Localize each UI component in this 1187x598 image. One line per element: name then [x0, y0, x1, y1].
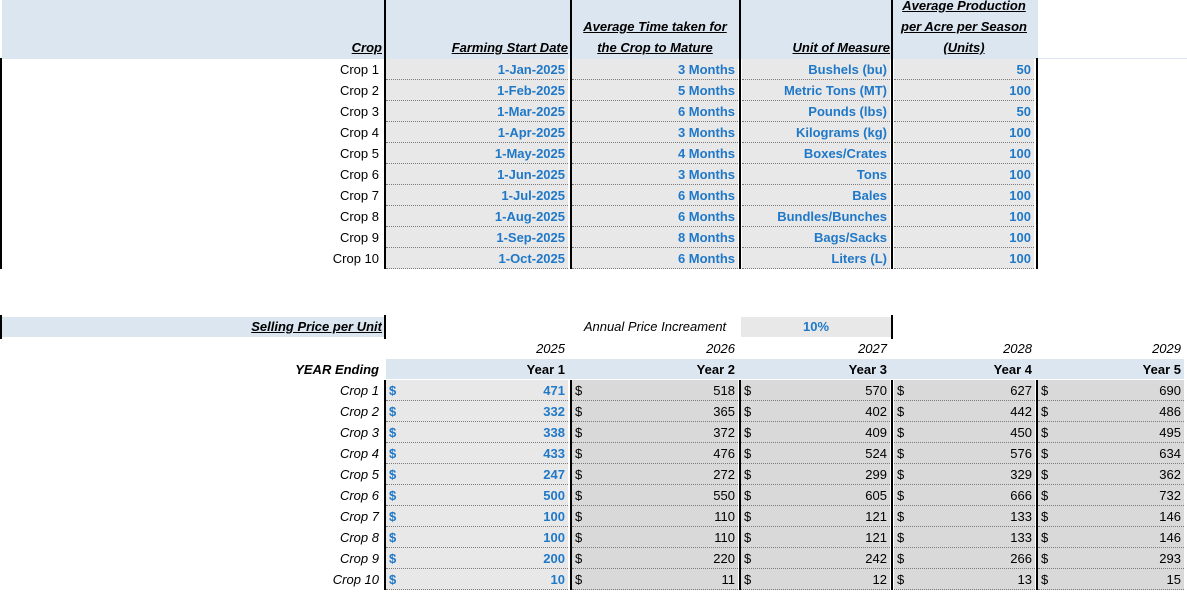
crop-name: Crop 9 [339, 230, 379, 245]
currency-symbol: $ [741, 401, 890, 422]
price-value: 732 [1159, 488, 1181, 503]
price-input[interactable]: 433 [543, 446, 565, 461]
currency-symbol: $ [572, 527, 738, 548]
crop-name: Crop 10 [332, 251, 379, 266]
price-title: Selling Price per Unit [251, 319, 382, 334]
unit-of-measure[interactable]: Boxes/Crates [742, 143, 890, 164]
currency-symbol: $ [386, 422, 568, 443]
currency-symbol: $ [386, 569, 568, 590]
year-label: Year 2 [696, 362, 735, 377]
farming-start-date[interactable]: 1-Jan-2025 [386, 59, 568, 80]
price-value: 13 [1017, 572, 1032, 587]
currency-symbol: $ [741, 527, 890, 548]
farming-start-date[interactable]: 1-Feb-2025 [386, 80, 568, 101]
maturity-time[interactable]: 6 Months [572, 248, 738, 269]
crop-name: Crop 2 [339, 83, 379, 98]
currency-symbol: $ [1038, 506, 1184, 527]
year-label: Year 5 [1142, 362, 1181, 377]
currency-symbol: $ [894, 401, 1035, 422]
avg-production[interactable]: 100 [894, 164, 1034, 185]
unit-of-measure[interactable]: Pounds (lbs) [742, 101, 890, 122]
currency-symbol: $ [572, 548, 738, 569]
currency-symbol: $ [741, 506, 890, 527]
year-label: Year 3 [848, 362, 887, 377]
maturity-time[interactable]: 6 Months [572, 101, 738, 122]
avg-production[interactable]: 50 [894, 101, 1034, 122]
currency-symbol: $ [741, 548, 890, 569]
crop-name: Crop 2 [339, 404, 379, 419]
farming-start-date[interactable]: 1-Sep-2025 [386, 227, 568, 248]
currency-symbol: $ [894, 485, 1035, 506]
price-value: 362 [1159, 467, 1181, 482]
currency-symbol: $ [572, 506, 738, 527]
currency-symbol: $ [572, 380, 738, 401]
crop-name: Crop 1 [339, 62, 379, 77]
avg-production[interactable]: 100 [894, 122, 1034, 143]
header-crop: Crop [351, 40, 382, 55]
crop-name: Crop 9 [339, 551, 379, 566]
currency-symbol: $ [1038, 401, 1184, 422]
price-value: 409 [865, 425, 887, 440]
currency-symbol: $ [741, 485, 890, 506]
price-value: 570 [865, 383, 887, 398]
currency-symbol: $ [1038, 380, 1184, 401]
currency-symbol: $ [572, 401, 738, 422]
currency-symbol: $ [741, 380, 890, 401]
currency-symbol: $ [572, 422, 738, 443]
crop-name: Crop 5 [339, 146, 379, 161]
currency-symbol: $ [894, 527, 1035, 548]
price-value: 627 [1010, 383, 1032, 398]
price-value: 121 [865, 509, 887, 524]
price-value: 133 [1010, 530, 1032, 545]
price-value: 121 [865, 530, 887, 545]
currency-symbol: $ [386, 464, 568, 485]
currency-symbol: $ [894, 569, 1035, 590]
price-value: 524 [865, 446, 887, 461]
year-number: 2026 [706, 341, 735, 356]
currency-symbol: $ [572, 464, 738, 485]
year-label: Year 4 [993, 362, 1032, 377]
currency-symbol: $ [1038, 569, 1184, 590]
maturity-time[interactable]: 3 Months [572, 59, 738, 80]
currency-symbol: $ [894, 380, 1035, 401]
price-value: 266 [1010, 551, 1032, 566]
price-value: 690 [1159, 383, 1181, 398]
currency-symbol: $ [386, 380, 568, 401]
unit-of-measure[interactable]: Bales [742, 185, 890, 206]
currency-symbol: $ [1038, 422, 1184, 443]
currency-symbol: $ [894, 548, 1035, 569]
price-input[interactable]: 338 [543, 425, 565, 440]
maturity-time[interactable]: 6 Months [572, 206, 738, 227]
currency-symbol: $ [572, 443, 738, 464]
price-value: 666 [1010, 488, 1032, 503]
header-avg-prod-1: Average Production [902, 0, 1026, 13]
currency-symbol: $ [386, 401, 568, 422]
price-value: 365 [713, 404, 735, 419]
currency-symbol: $ [1038, 485, 1184, 506]
maturity-time[interactable]: 8 Months [572, 227, 738, 248]
unit-of-measure[interactable]: Bundles/Bunches [742, 206, 890, 227]
crop-name: Crop 5 [339, 467, 379, 482]
price-value: 146 [1159, 509, 1181, 524]
currency-symbol: $ [894, 464, 1035, 485]
maturity-time[interactable]: 5 Months [572, 80, 738, 101]
price-value: 576 [1010, 446, 1032, 461]
price-value: 605 [865, 488, 887, 503]
unit-of-measure[interactable]: Tons [742, 164, 890, 185]
crop-name: Crop 6 [339, 167, 379, 182]
price-input[interactable]: 500 [543, 488, 565, 503]
price-value: 402 [865, 404, 887, 419]
unit-of-measure[interactable]: Metric Tons (MT) [742, 80, 890, 101]
unit-of-measure[interactable]: Kilograms (kg) [742, 122, 890, 143]
header-avg-time-2: the Crop to Mature [597, 40, 713, 55]
price-value: 634 [1159, 446, 1181, 461]
currency-symbol: $ [386, 548, 568, 569]
price-input[interactable]: 332 [543, 404, 565, 419]
price-value: 442 [1010, 404, 1032, 419]
header-unit: Unit of Measure [792, 40, 890, 55]
price-value: 12 [872, 572, 887, 587]
currency-symbol: $ [1038, 464, 1184, 485]
price-value: 133 [1010, 509, 1032, 524]
crop-name: Crop 3 [339, 104, 379, 119]
currency-symbol: $ [572, 485, 738, 506]
currency-symbol: $ [894, 506, 1035, 527]
farming-start-date[interactable]: 1-Apr-2025 [386, 122, 568, 143]
avg-production[interactable]: 100 [894, 80, 1034, 101]
year-ending-label: YEAR Ending [295, 362, 379, 377]
year-number: 2028 [1003, 341, 1032, 356]
year-number: 2029 [1152, 341, 1181, 356]
price-value: 486 [1159, 404, 1181, 419]
price-value: 372 [713, 425, 735, 440]
crop-name: Crop 8 [339, 530, 379, 545]
farming-start-date[interactable]: 1-Aug-2025 [386, 206, 568, 227]
crop-name: Crop 3 [339, 425, 379, 440]
currency-symbol: $ [1038, 527, 1184, 548]
price-value: 495 [1159, 425, 1181, 440]
currency-symbol: $ [1038, 548, 1184, 569]
currency-symbol: $ [741, 569, 890, 590]
currency-symbol: $ [894, 443, 1035, 464]
currency-symbol: $ [386, 443, 568, 464]
price-value: 146 [1159, 530, 1181, 545]
price-input[interactable]: 10 [550, 572, 565, 587]
year-number: 2027 [858, 341, 887, 356]
currency-symbol: $ [894, 422, 1035, 443]
farming-start-date[interactable]: 1-Jun-2025 [386, 164, 568, 185]
crop-name: Crop 4 [339, 125, 379, 140]
currency-symbol: $ [572, 569, 738, 590]
price-value: 329 [1010, 467, 1032, 482]
unit-of-measure[interactable]: Liters (L) [742, 248, 890, 269]
farming-start-date[interactable]: 1-Mar-2025 [386, 101, 568, 122]
currency-symbol: $ [386, 506, 568, 527]
currency-symbol: $ [1038, 443, 1184, 464]
crop-name: Crop 7 [339, 188, 379, 203]
crop-name: Crop 8 [339, 209, 379, 224]
price-value: 476 [713, 446, 735, 461]
currency-symbol: $ [386, 527, 568, 548]
price-value: 11 [721, 572, 735, 587]
annual-increment-label: Annual Price Increament [583, 319, 727, 334]
price-input[interactable]: 471 [543, 383, 565, 398]
year-label: Year 1 [526, 362, 565, 377]
avg-production[interactable]: 100 [894, 248, 1034, 269]
avg-production[interactable]: 50 [894, 59, 1034, 80]
price-value: 293 [1159, 551, 1181, 566]
price-input[interactable]: 100 [543, 530, 565, 545]
price-value: 518 [713, 383, 735, 398]
avg-production[interactable]: 100 [894, 227, 1034, 248]
header-avg-prod-2: per Acre per Season [901, 19, 1027, 34]
price-value: 220 [713, 551, 735, 566]
maturity-time[interactable]: 6 Months [572, 185, 738, 206]
crop-name: Crop 10 [332, 572, 379, 587]
price-input[interactable]: 247 [543, 467, 565, 482]
maturity-time[interactable]: 3 Months [572, 164, 738, 185]
header-start-date: Farming Start Date [451, 40, 568, 55]
unit-of-measure[interactable]: Bags/Sacks [742, 227, 890, 248]
price-value: 272 [713, 467, 735, 482]
price-value: 299 [865, 467, 887, 482]
price-value: 450 [1010, 425, 1032, 440]
farming-start-date[interactable]: 1-May-2025 [386, 143, 568, 164]
maturity-time[interactable]: 4 Months [572, 143, 738, 164]
price-value: 550 [713, 488, 735, 503]
avg-production[interactable]: 100 [894, 206, 1034, 227]
currency-symbol: $ [741, 422, 890, 443]
currency-symbol: $ [741, 464, 890, 485]
unit-of-measure[interactable]: Bushels (bu) [742, 59, 890, 80]
currency-symbol: $ [741, 443, 890, 464]
price-value: 242 [865, 551, 887, 566]
price-input[interactable]: 200 [543, 551, 565, 566]
farming-start-date[interactable]: 1-Jul-2025 [386, 185, 568, 206]
price-value: 110 [714, 530, 735, 545]
crop-name: Crop 7 [339, 509, 379, 524]
price-input[interactable]: 100 [543, 509, 565, 524]
crop-name: Crop 6 [339, 488, 379, 503]
farming-start-date[interactable]: 1-Oct-2025 [386, 248, 568, 269]
year-number: 2025 [536, 341, 565, 356]
header-avg-prod-3: (Units) [943, 40, 985, 55]
avg-production[interactable]: 100 [894, 143, 1034, 164]
avg-production[interactable]: 100 [894, 185, 1034, 206]
crop-name: Crop 1 [339, 383, 379, 398]
currency-symbol: $ [386, 485, 568, 506]
price-value: 15 [1166, 572, 1181, 587]
crop-name: Crop 4 [339, 446, 379, 461]
annual-increment-value: 10% [741, 317, 891, 337]
header-avg-time-1: Average Time taken for [583, 19, 727, 34]
maturity-time[interactable]: 3 Months [572, 122, 738, 143]
price-value: 110 [714, 509, 735, 524]
